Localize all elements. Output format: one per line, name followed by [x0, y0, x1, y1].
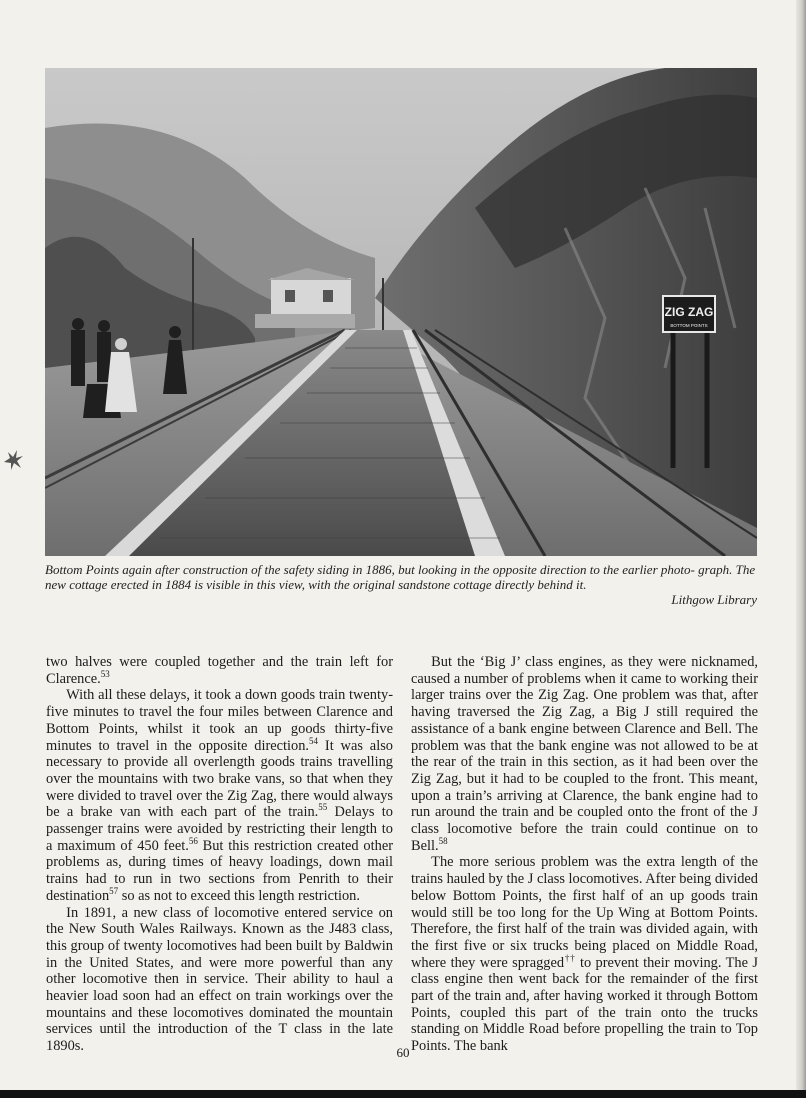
footnote-ref: ††: [564, 952, 576, 963]
paragraph-text: The more serious problem was the extra length of the trains hauled by the J class locomotives. After being divided below Bottom Points, the first half of an up goods train would still be too long for the Up Wing at Bottom Points. Therefore, the first half of the train was divided again, with the first five or six trucks being placed on Middle Road, where they were spragged: [411, 854, 758, 971]
page-edge-shadow: [796, 0, 806, 1098]
paragraph: [411, 654, 758, 854]
sign-subtitle: BOTTOM POINTS: [670, 323, 708, 328]
paragraph-text: In 1891, a new class of locomotive entered service on the New South Wales Railways. Known as the J483 class, this group of twenty locomotives had been built by Baldwin in the United States, and were more powerful than any other locomotive then in service. Their ability to haul a heavier load soon had an effect on train workings over the mountains and these locomotives dominated the mountain services until the introduction of the T class in the late 1890s.: [46, 904, 393, 1055]
scan-mark-icon: [2, 448, 24, 472]
footnote-ref: 58: [438, 835, 448, 846]
paragraph-text: so as not to exceed this length restriction.: [118, 887, 360, 904]
page-number: 60: [396, 1045, 410, 1060]
footnote-ref: 56: [188, 835, 198, 846]
footnote-ref: 55: [318, 802, 328, 813]
paragraph: [411, 854, 758, 1054]
paragraph-text: It was also necessary to provide all overlength goods trains travelling over the mountains with two brake vans, so that when they were divided to travel over the Zig Zag, there would always be a brake van with each part of the train.: [46, 737, 393, 821]
paragraph-text: But this restriction created other problems as, during times of heavy loadings, down mail trains had to run in two sections from Penrith to their destination: [46, 837, 393, 904]
sign-title: ZIG ZAG: [664, 305, 714, 319]
figure-caption: Bottom Points again after construction of the safety siding in 1886, but looking in the opposite direction to the earlier photo- graph. The new cottage erected in 1884 is visible in this view, with the original sandstone cottage directly behind it.: [45, 562, 756, 592]
footnote-ref: 57: [109, 886, 119, 897]
paragraph-text: But the ‘Big J’ class engines, as they were nicknamed, caused a number of problems when it came to working their larger trains over the Zig Zag. One problem was that, after having traversed the Zig Zag, a Big J still required the assistance of a bank engine between Clarence and Bell. The problem was that the bank engine was not allowed to be at the rear of the train in this section, as it had been over the Zig Zag, but it had to be coupled to the front. This meant, upon a train’s arriving at Clarence, the bank engine had to run around the train and be coupled onto the front of the J class locomotive before the train could continue on to Bell.: [411, 654, 758, 854]
scan-bottom-border: [0, 1090, 806, 1098]
railway-photograph: [45, 68, 757, 556]
paragraph: [46, 654, 393, 687]
right-column: [411, 654, 758, 1055]
footnote-ref: 54: [309, 735, 319, 746]
left-column: [46, 654, 393, 1055]
figure-credit: Lithgow Library: [671, 592, 757, 607]
paragraph-text: to prevent their moving. The J class engine then went back for the remainder of the first part of the train and, after having worked it through Bottom Points, coupled this part of the train onto the trucks standing on Middle Road before propelling the train to Top Points. The bank: [411, 954, 758, 1055]
photo-illustration: [45, 68, 757, 556]
paragraph-text: With all these delays, it took a down goods train twenty-five minutes to travel the four miles between Clarence and Bottom Points, whilst it took an up goods thirty-five minutes to travel in the opposite direction.: [46, 687, 393, 754]
paragraph: [46, 687, 393, 904]
paragraph-text: Delays to passenger trains were avoided by restricting their length to a maximum of 450 feet.: [46, 804, 394, 854]
paragraph: [46, 905, 393, 1055]
paragraph-text: two halves were coupled together and the train left for Clarence.: [46, 654, 393, 687]
footnote-ref: 53: [100, 668, 110, 679]
